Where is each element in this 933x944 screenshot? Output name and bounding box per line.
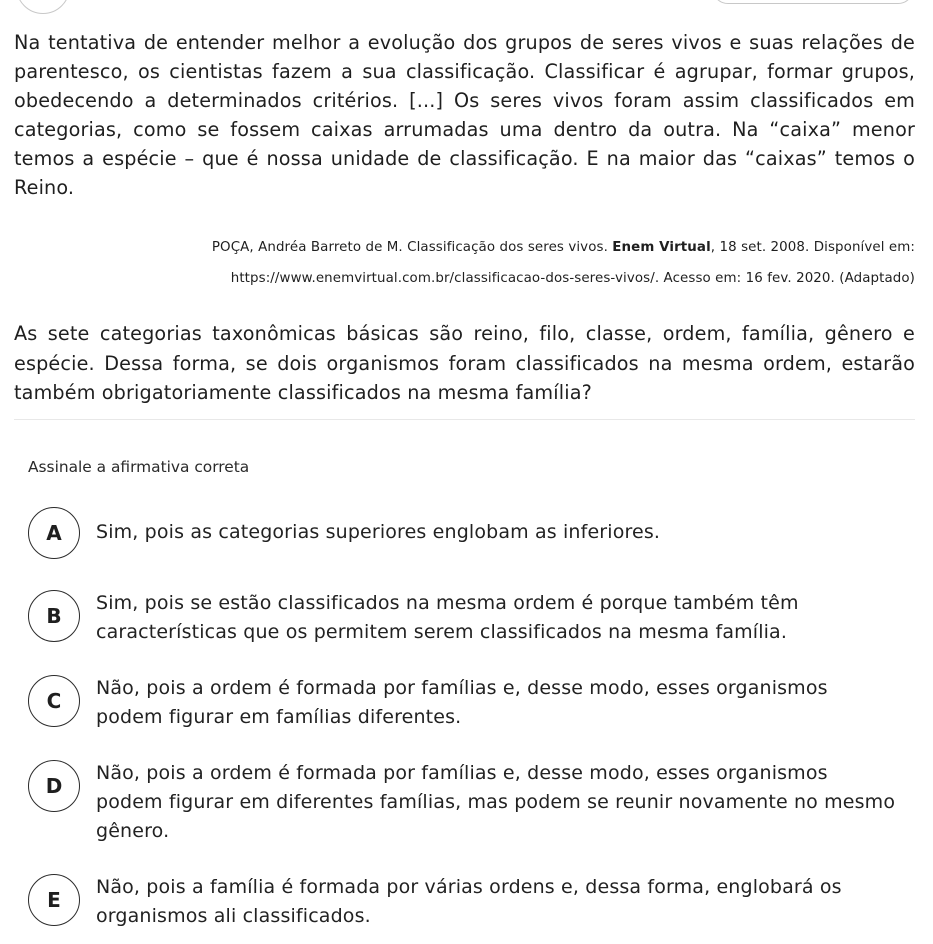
option-text[interactable]: Não, pois a família é formada por várias ordens e, dessa forma, englobará os organismos ali classificados. [96,876,842,927]
citation-url: https://www.enemvirtual.com.br/classificacao-dos-seres-vivos/. Acesso em: 16 fev. 2020. (Adaptado) [230,271,915,286]
option-text[interactable]: Não, pois a ordem é formada por famílias e, desse modo, esses organismos podem figurar em diferentes famílias, mas podem se reunir novamente no mesmo gênero. [96,762,896,842]
option-text[interactable]: Sim, pois se estão classificados na mesma ordem é porque também têm características que os permitem serem classificados na mesma família. [96,592,799,643]
citation-date: , 18 set. 2008. Disponível em: [710,240,915,255]
option-letter-badge[interactable]: E [28,874,80,926]
passage-text: Na tentativa de entender melhor a evolução dos grupos de seres vivos e suas relações de parentesco, os cientistas fazem a sua classificação. Classificar é agrupar, formar grupos, obedecendo a determinados critérios. [...] Os seres vivos foram assim classificados em categorias, como se fossem caixas arrumadas uma dentro da outra. Na “caixa” menor temos a espécie – que é nossa unidade de classificação. E na maior das “caixas” temos o Reino. [14,31,915,199]
citation [14,232,915,294]
top-pill-control-fragment[interactable] [712,0,914,4]
divider [14,419,915,420]
option-letter-badge[interactable]: A [28,507,80,559]
option-letter-badge[interactable]: B [28,590,80,642]
citation-author-title: POÇA, Andréa Barreto de M. Classificação dos seres vivos. [211,240,613,255]
previous-control-fragment[interactable] [16,0,70,14]
instruction-text: Assinale a afirmativa correta [28,458,250,476]
option-text[interactable]: Não, pois a ordem é formada por famílias e, desse modo, esses organismos podem figurar em famílias diferentes. [96,677,828,728]
question-text: As sete categorias taxonômicas básicas são reino, filo, classe, ordem, família, gênero e espécie. Dessa forma, se dois organismos foram classificados na mesma ordem, estarão também obrigatoriamente classificados na mesma família? [14,322,915,404]
citation-source: Enem Virtual [612,240,711,255]
option-letter-badge[interactable]: D [28,760,80,812]
option-text[interactable]: Sim, pois as categorias superiores englobam as inferiores. [96,521,661,543]
option-letter-badge[interactable]: C [28,675,80,727]
